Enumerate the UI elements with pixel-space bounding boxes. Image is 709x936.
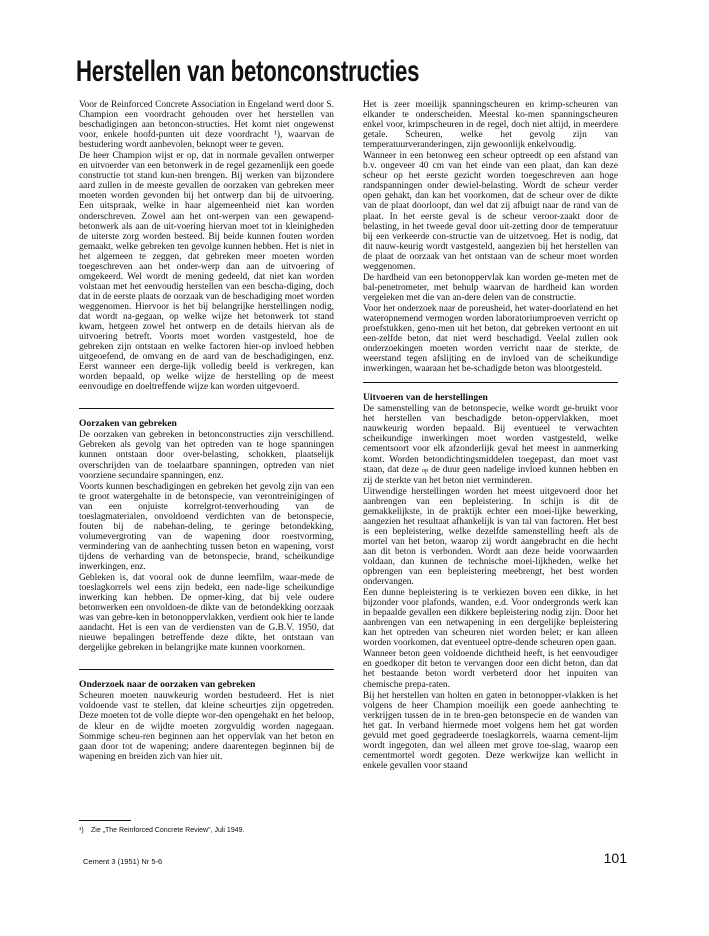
body-paragraph: Wanneer beton geen voldoende dichtheid heeft, is het eenvoudiger en goedkoper dit beton te vervangen door een dicht beton, dan dat het bestaande beton wordt verbeterd door het inpuiten van chemische prepa-raten.: [363, 649, 618, 690]
page-number: 101: [603, 850, 627, 866]
body-paragraph: Uitwendige herstellingen worden het meest uitgevoerd door het aanbrengen van een bepleistering. In schijn is dit de gemakkelijkste, in de praktijk echter een moei-lijke bewerking, aangezien het resultaat afhankelijk is van tal van factoren. Het best is een bepleistering, welke dezelfde samenstelling heeft als de mortel van het beton, waarop zij wordt aangebracht en die hecht aan dit beton is verbonden. Wordt aan deze beide voorwaarden voldaan, dan kunnen de technische moei-lijkheden, welke het opbrengen van een bepleistering meebrengt, het best worden ondervangen.: [363, 486, 618, 588]
intro-paragraph: Voor de Reinforced Concrete Association in Engeland werd door S. Champion een voordracht gehouden over het herstellen van beschadigingen aan betoncon-structies. Het komt niet ongewenst voor, enkele hoofd-punten uit deze voordracht ¹), waarvan de bestudering wordt aanbevolen, beknopt weer te geven.: [79, 100, 334, 151]
body-paragraph: Voor het onderzoek naar de poreusheid, het water-doorlatend en het wateropnemend vermogen worden laboratoriumproeven verricht op proefstukken, geno-men uit het beton, dat gebreken vertoont en uit een-zelfde beton, dat niet werd beschadigd. Veelal zullen ook onderzoekingen moeten worden verricht naar de sterkte, de weerstand tegen afslijting en de invloed van de scheikundige inwerkingen, waaraan het be-schadigde beton was blootgesteld.: [363, 303, 618, 375]
footnote: [79, 826, 379, 835]
right-column: [363, 100, 618, 772]
left-column: [79, 100, 334, 763]
footnote-marker: ¹): [79, 827, 84, 834]
body-paragraph: Het is zeer moeilijk spanningscheuren en krimp-scheuren van elkander te onderscheiden. Meestal ko-men spanningscheuren enkel voor, krimpscheuren in de regel, doch niet altijd, in meerdere getale. Scheuren, welke het gevolg zijn van temperatuurveranderingen, zijn gewoonlijk enkelvoudig.: [363, 100, 618, 151]
running-footer: Cement 3 (1951) Nr 5-6: [83, 857, 163, 866]
section-divider: [363, 382, 618, 383]
intro-paragraph: De heer Champion wijst er op, dat in normale gevallen ontwerper en uitvoerder van een betonwerk in de regel gezamenlijk een goede constructie tot stand kun-nen brengen. Bij werken van bijzondere aard zullen in de meeste gevallen de oorzaken van gebreken meer moeten worden gevonden bij het ontwerp dan bij de uitvoering. Een uitspraak, welke in haar algemeenheid niet kan worden onderschreven. Zowel aan het ont-werpen van een gewapend-betonwerk als aan de uit-voering hiervan moet tot in kleinigheden de uiterste zorg worden besteed. Bij beide kunnen fouten worden gemaakt, welke gebreken ten gevolge kunnen hebben. Het is niet in het algemeen te zeggen, dat gebreken meer moeten worden toegeschreven aan het onder-werp dan aan de uitvoering of omgekeerd. Wel wordt de mening gedeeld, dat niet kan worden volstaan met het eenvoudig herstellen van een bescha-diging, doch dat in de eerste plaats de oorzaak van de beschadiging moet worden weggenomen. Hiervoor is het bij belangrijke herstellingen nodig, dat wordt na-gegaan, op welke wijze het betonwerk tot stand kwam, hetgeen zowel het ontwerp en de details hiervan als de uitvoering betreft. Voorts moet worden vastgesteld, hoe de gebreken zijn ontstaan en welke factoren hier-op invloed hebben uitgeoefend, de omvang en de aard van de beschadigingen, enz. Eerst wanneer een derge-lijk volledig beeld is verkregen, kan worden bepaald, op welke wijze de herstelling op de meest eenvoudige en doeltreffende wijze kan worden uitgevoerd.: [79, 151, 334, 393]
section-divider: [79, 669, 334, 670]
body-paragraph: Gebleken is, dat vooral ook de dunne leemfilm, waar-mede de toeslagkorrels wel eens zijn bedekt, een nade-lige scheikundige inwerking kan hebben. De opmer-king, dat bij vele oudere betonwerken een onvoldoen-de dikte van de betondekking oorzaak was van gebre-ken in betonoppervlakken, verdient ook hier te lande aandacht. Het is een van de verdiensten van de G.B.V. 1950, dat nieuwe bepalingen betreffende deze dikte, het ontstaan van dergelijke gebreken in belangrijke mate kunnen voorkomen.: [79, 573, 334, 654]
text-run: De samenstelling van de betonspecie, welke wordt ge-bruikt voor het herstellen van beschadigde beton-oppervlakken, moet nauwkeurig worden bepaald. Bij eventueel te verwachten scheikundige inwerkingen moet worden vastgesteld, welke cementsoort voor elk afzonderlijk geval het meest in aanmerking komt. Worden betondichtingsmiddelen toegepast, dan moet vast staan, dat deze: [363, 404, 618, 475]
section-divider: [79, 408, 334, 409]
section-heading-uitvoeren: Uitvoeren van de herstellingen: [363, 392, 488, 404]
body-paragraph: Bij het herstellen van holten en gaten in betonopper-vlakken is het volgens de heer Champion moeilijk een goede aanhechting te verkrijgen tussen de in te bren-gen betonspecie en de wanden van het gat. In verband hiermede moet volgens hem het gat worden gevuld met goed gegradeerde toeslagkorrels, waarna cement-lijm wordt ingegoten, dan wel alleen met grove toe-slag, waarop een cementmortel wordt gegoten. Deze werkwijze kan wellicht in enkele gevallen voor staand: [363, 690, 618, 771]
body-paragraph: De oorzaken van gebreken in betonconstructies zijn verschillend. Gebreken als gevolg van het optreden van te hoge spanningen kunnen ontstaan door over-belasting, schokken, plaatselijk overschrijden van de toelaatbare spanningen, optreden van niet voorziene secundaire spanningen, enz.: [79, 430, 334, 481]
article-title: Herstellen van betonconstructies: [76, 55, 420, 88]
body-paragraph: Scheuren moeten nauwkeurig worden bestudeerd. Het is niet voldoende vast te stellen, dat kleine scheurtjes zijn opgetreden. Deze moeten tot de volle diepte wor-den opengehakt en het beloop, de kleur en de wijdte moeten zorgvuldig worden nagegaan. Sommige scheu-ren beginnen aan het oppervlak van het beton en gaan door tot de wapening; andere daarentegen beginnen bij de wapening en breiden zich van hier uit.: [79, 691, 334, 762]
text-run: de duur geen nadelige invloed kunnen hebben en zij de sterkte van het beton niet verminderen.: [363, 464, 619, 486]
body-paragraph: Voorts kunnen beschadigingen en gebreken het gevolg zijn van een te groot watergehalte in de betonspecie, van verontreinigingen of van een onjuiste korrelgrot-tenverhouding van de toeslagmaterialen, onvoldoend verdichten van de betonspecie, fouten bij de nabehan-deling, te geringe betondekking, volumevergroting van de wapening door roestvorming, vermindering van de aanhechting tussen beton en wapening, vorst tijdens de verharding van de betonspecie, brand, scheikundige inwerkingen, enz.: [79, 481, 334, 572]
section-heading-onderzoek: Onderzoek naar de oorzaken van gebreken: [79, 679, 256, 691]
body-paragraph: [363, 404, 618, 485]
body-paragraph: De hardheid van een betonoppervlak kan worden ge-meten met de bal-penetrometer, met behulp waarvan de hardheid kan worden vergeleken met die van an-dere delen van de constructie.: [363, 272, 618, 303]
body-paragraph: Een dunne bepleistering is te verkiezen boven een dikke, in het bijzonder voor plafonds, wanden, e.d. Voor ondergronds werk kan in bepaalde gevallen een dikkere bepleistering nodig zijn. Door het aanbrengen van een netwapening in een dergelijke bepleistering kan het optreden van scheuren niet worden belet; er kan alleen worden voorkomen, dat eventueel optre-dende scheuren open gaan.: [363, 588, 618, 649]
body-paragraph: Wanneer in een betonweg een scheur optreedt op een afstand van b.v. ongeveer 40 cm van het einde van een plaat, dan kan deze scheur op het eerste gezicht worden toegeschreven aan hoge randspanningen onder dewiel-belasting. Wordt de scheur verder open gehakt, dan kan het voorkomen, dat de scheur over de dikte van de plaat doorloopt, dan wel dat zij afbuigt naar de rand van de plaat. In het eerste geval is de scheur veroor-zaakt door de belasting, in het tweede geval door uit-zetting door de temperatuur bij een verkeerde con-structie van de uitzetvoeg. Het is nodig, dat dit nauw-keurig wordt vastgesteld, aangezien bij het herstellen van de plaat de oorzaak van het ontstaan van de scheur moet worden weggenomen.: [363, 151, 618, 272]
footnote-text: Zie „The Reinforced Concrete Review", Juli 1949.: [91, 827, 245, 834]
section-heading-oorzaken: Oorzaken van gebreken: [79, 418, 177, 430]
footnote-rule: [79, 820, 131, 821]
text-run: op: [421, 466, 429, 474]
